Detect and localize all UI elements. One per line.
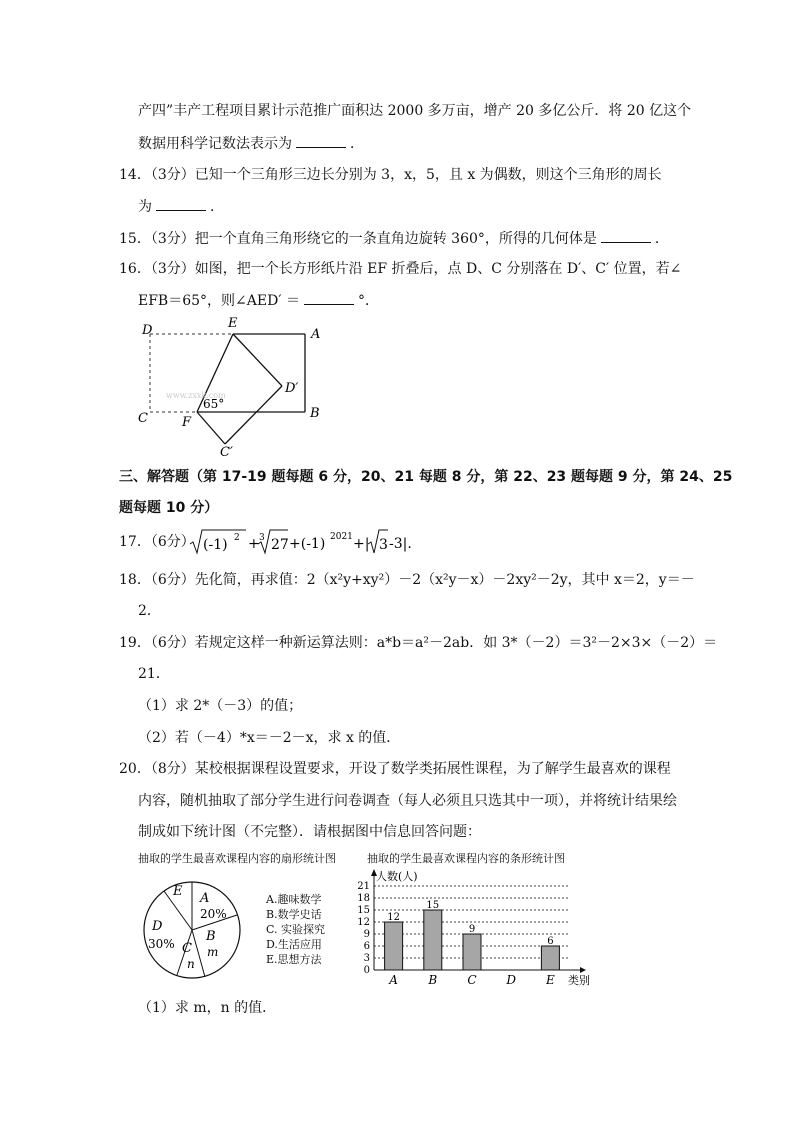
edge-FC-prime — [197, 412, 225, 444]
x-axis-label: 类别 — [568, 974, 590, 986]
q19-line2: 21． — [138, 666, 170, 682]
legend-item-E: E.思想方法 — [266, 953, 322, 966]
label-F: F — [182, 415, 192, 430]
edge-D-prime-C-prime — [225, 386, 282, 444]
x-axis-arrow — [580, 967, 586, 973]
svg-text:3: 3 — [259, 533, 265, 543]
q17-line: 17．（6分） — [119, 534, 195, 550]
y-tick-label: 3 — [363, 953, 370, 964]
svg-text:(-1): (-1) — [203, 537, 228, 553]
bar-value-label-E: 6 — [547, 936, 554, 947]
svg-text:-3|.: -3|. — [389, 536, 412, 552]
legend-item-C: C. 实验探究 — [266, 923, 326, 936]
q16-line1: 16．（3分）如图，把一个长方形纸片沿 EF 折叠后，点 D、C 分别落在 D′、C′ 位置，若∠ — [119, 261, 682, 277]
pie-chart — [140, 875, 250, 985]
pie-label-E: E — [173, 884, 183, 899]
bar-B — [424, 910, 442, 970]
label-D: D — [142, 323, 153, 338]
q20-line3: 制成如下统计图（不完整）．请根据图中信息回答问题： — [138, 824, 481, 840]
fold-figure — [130, 314, 330, 462]
q19-part1: （1）求 2*（－3）的值； — [138, 698, 303, 714]
legend-item-B: B.数学史话 — [266, 908, 322, 921]
x-tick-label-C: C — [467, 973, 477, 986]
bar-value-label-C: 9 — [468, 924, 476, 935]
answer-blank-13[interactable] — [296, 133, 346, 148]
legend — [266, 892, 325, 967]
q16-line2: EFB＝65°，则∠AED′ ＝ °． — [138, 290, 379, 311]
y-axis-label: 人数(人) — [376, 870, 418, 883]
svg-text:+(-1): +(-1) — [289, 536, 326, 552]
q18-line1: 18．（6分）先化简，再求值：2（x²y+xy²）－2（x²y－x）－2xy²－2y，其中 x＝2，y＝－ — [119, 572, 695, 588]
q20-line2: 内容，随机抽取了部分学生进行问卷调查（每人必须且只选其中一项），并将统计结果绘 — [138, 793, 677, 809]
y-tick-label: 21 — [357, 881, 370, 892]
q14-line2: 为 ． — [138, 196, 224, 217]
x-tick-label-D: D — [506, 973, 517, 986]
y-tick-label: 9 — [363, 929, 370, 940]
q14-line1: 14．（3分）已知一个三角形三边长分别为 3，x，5，且 x 为偶数，则这个三角形的周长 — [119, 167, 662, 183]
svg-text:+|: +| — [353, 536, 370, 552]
label-C-prime: C′ — [220, 445, 233, 460]
svg-text:+: + — [248, 536, 260, 552]
q13-line1: 产四”丰产工程项目累计示范推广面积达 2000 多万亩，增产 20 多亿公斤．将 20 亿这个 — [138, 103, 692, 119]
label-A: A — [311, 327, 321, 342]
svg-text:3: 3 — [379, 537, 388, 553]
svg-text:2: 2 — [234, 533, 240, 543]
svg-text:27: 27 — [271, 537, 289, 553]
pie-label-D: D — [152, 919, 163, 934]
q20-line1: 20．（8分）某校根据课程设置要求，开设了数学类拓展性课程，为了解学生最喜欢的课程 — [119, 761, 671, 777]
q20-part1: （1）求 m，n 的值． — [138, 1000, 277, 1016]
q18-line2: 2． — [138, 603, 161, 619]
bar-value-label-B: 15 — [426, 900, 440, 911]
bar-chart — [348, 866, 603, 986]
y-tick-label: 18 — [357, 893, 370, 904]
x-tick-label-E: E — [546, 973, 555, 986]
pie-label-A: A — [200, 891, 210, 906]
bar-caption: 抽取的学生最喜欢课程内容的条形统计图 — [367, 852, 565, 865]
svg-text:2021: 2021 — [330, 532, 353, 542]
y-tick-label: 12 — [357, 917, 370, 928]
x-tick-label-A: A — [389, 973, 398, 986]
section-3-heading-2: 题每题 10 分） — [119, 500, 219, 516]
pie-label-n: n — [187, 957, 195, 971]
pie-label-m: m — [207, 945, 219, 959]
label-E: E — [228, 316, 238, 331]
q13-line2: 数据用科学记数法表示为 ． — [138, 133, 364, 154]
pie-label-D-pct: 30% — [148, 937, 175, 951]
y-tick-label: 6 — [363, 941, 370, 952]
bar-value-label-A: 12 — [387, 912, 400, 923]
watermark: www.zxxk.com — [166, 391, 226, 400]
pie-label-C: C — [182, 941, 192, 956]
angle-label: 65° — [203, 397, 225, 411]
pie-label-B: B — [206, 929, 216, 944]
label-C: C — [138, 411, 148, 426]
q15-line: 15．（3分）把一个直角三角形绕它的一条直角边旋转 360°，所得的几何体是 ． — [119, 228, 669, 249]
y-tick-label: 15 — [357, 905, 370, 916]
label-B: B — [310, 406, 320, 421]
answer-blank-14[interactable] — [156, 196, 206, 211]
q19-line1: 19．（6分）若规定这样一种新运算法则：a*b＝a²－2ab．如 3*（－2）＝3²－2×3×（－2）＝ — [119, 635, 718, 651]
y-tick-label: 0 — [363, 965, 370, 976]
answer-blank-15[interactable] — [601, 228, 651, 243]
answer-blank-16[interactable] — [304, 290, 354, 305]
bar-C — [463, 934, 481, 970]
edge-ED-prime — [233, 334, 282, 386]
bar-E — [541, 946, 559, 970]
q17-expression — [188, 526, 438, 558]
pie-caption: 抽取的学生最喜欢课程内容的扇形统计图 — [138, 852, 336, 865]
legend-item-A: A.趣味数学 — [266, 893, 322, 906]
pie-label-A-pct: 20% — [200, 907, 227, 921]
bar-A — [385, 922, 403, 970]
label-D-prime: D′ — [285, 381, 299, 396]
x-tick-label-B: B — [428, 973, 438, 986]
legend-item-D: D.生活应用 — [266, 938, 322, 951]
q19-part2: （2）若（－4）*x＝－2－x，求 x 的值． — [138, 730, 401, 746]
section-3-heading-1: 三、解答题（第 17-19 题每题 6 分，20、21 每题 8 分，第 22、23 题每题 9 分，第 24、25 — [119, 469, 733, 485]
